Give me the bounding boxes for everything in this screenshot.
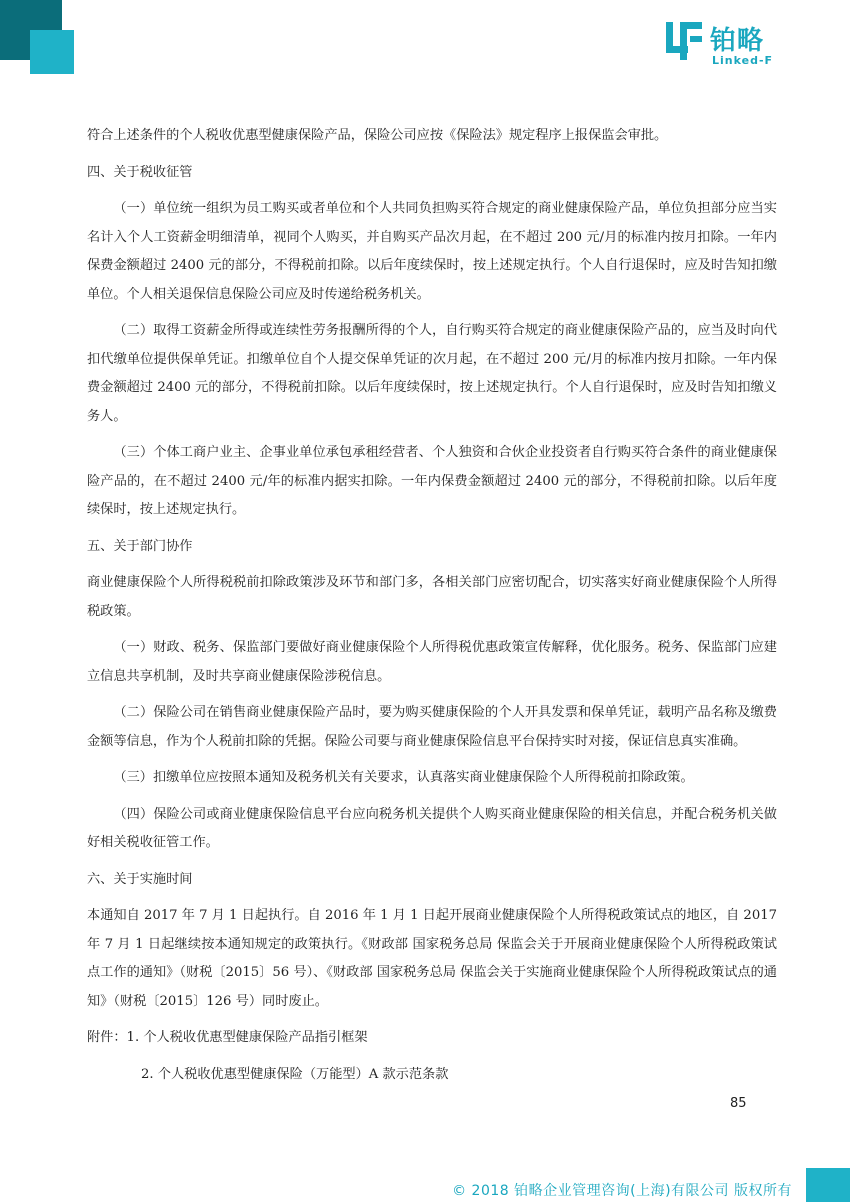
document-body	[87, 122, 777, 1097]
paragraph-6-body: 本通知自 2017 年 7 月 1 日起执行。自 2016 年 1 月 1 日起开展商业健康保险个人所得税政策试点的地区，自 2017 年 7 月 1 日起继续按本通知规定的政策执行。《财政部 国家税务总局 保监会关于开展商业健康保险个人所得税政策试点工作的通知》（财税〔2015〕56 号）、《财政部 国家税务总局 保监会关于实施商业健康保险个人所得税政策试点的通知》（财税〔2015〕126 号）同时废止。	[87, 908, 777, 1009]
footer-copyright: © 2018 铂略企业管理咨询(上海)有限公司 版权所有	[452, 1183, 792, 1199]
paragraph-5-3: （三）扣缴单位应按照本通知及税务机关有关要求，认真落实商业健康保险个人所得税前扣除政策。	[113, 770, 694, 785]
paragraph-4-2: （二）取得工资薪金所得或连续性劳务报酬所得的个人，自行购买符合规定的商业健康保险产品的，应当及时向代扣代缴单位提供保单凭证。扣缴单位自个人提交保单凭证的次月起，在不超过 200 元/月的标准内按月扣除。一年内保费金额超过 2400 元的部分，不得税前扣除。以后年度续保时，按上述规定执行。个人自行退保时，应及时告知扣缴义务人。	[87, 323, 777, 424]
page-number: 85	[730, 1096, 747, 1111]
section-heading-5: 五、关于部门协作	[87, 538, 193, 554]
attachment-2: 2. 个人税收优惠型健康保险（万能型）A 款示范条款	[141, 1066, 449, 1082]
paragraph-4-1: （一）单位统一组织为员工购买或者单位和个人共同负担购买符合规定的商业健康保险产品，单位负担部分应当实名计入个人工资薪金明细清单，视同个人购买，并自购买产品次月起，在不超过 200 元/月的标准内按月扣除。一年内保费金额超过 2400 元的部分，不得税前扣除。以后年度续保时，按上述规定执行。个人自行退保时，应及时告知扣缴单位。个人相关退保信息保险公司应及时传递给税务机关。	[87, 201, 777, 302]
corner-decoration-light	[30, 30, 74, 74]
logo-mark-icon	[666, 22, 702, 60]
logo-chinese-text: 铂略	[710, 26, 765, 56]
paragraph-4-3: （三）个体工商户业主、企事业单位承包承租经营者、个人独资和合伙企业投资者自行购买符合条件的商业健康保险产品的，在不超过 2400 元/年的标准内据实扣除。一年内保费金额超过 2400 元的部分，不得税前扣除。以后年度续保时，按上述规定执行。	[87, 445, 777, 517]
paragraph-intro: 符合上述条件的个人税收优惠型健康保险产品，保险公司应按《保险法》规定程序上报保监会审批。	[87, 128, 668, 143]
attachment-1: 附件：1. 个人税收优惠型健康保险产品指引框架	[87, 1030, 368, 1045]
section-heading-6: 六、关于实施时间	[87, 871, 193, 887]
section-heading-4: 四、关于税收征管	[87, 164, 193, 180]
paragraph-5-1: （一）财政、税务、保监部门要做好商业健康保险个人所得税优惠政策宣传解释，优化服务。税务、保监部门应建立信息共享机制，及时共享商业健康保险涉税信息。	[87, 640, 777, 684]
paragraph-5-4: （四）保险公司或商业健康保险信息平台应向税务机关提供个人购买商业健康保险的相关信息，并配合税务机关做好相关税收征管工作。	[87, 806, 777, 850]
footer-decoration	[806, 1168, 850, 1202]
brand-logo	[666, 20, 816, 70]
paragraph-5-intro: 商业健康保险个人所得税税前扣除政策涉及环节和部门多，各相关部门应密切配合，切实落实好商业健康保险个人所得税政策。	[87, 575, 777, 619]
logo-english-text: Linked-F	[712, 54, 774, 67]
paragraph-5-2: （二）保险公司在销售商业健康保险产品时，要为购买健康保险的个人开具发票和保单凭证，载明产品名称及缴费金额等信息，作为个人税前扣除的凭据。保险公司要与商业健康保险信息平台保持实时对接，保证信息真实准确。	[87, 705, 777, 749]
